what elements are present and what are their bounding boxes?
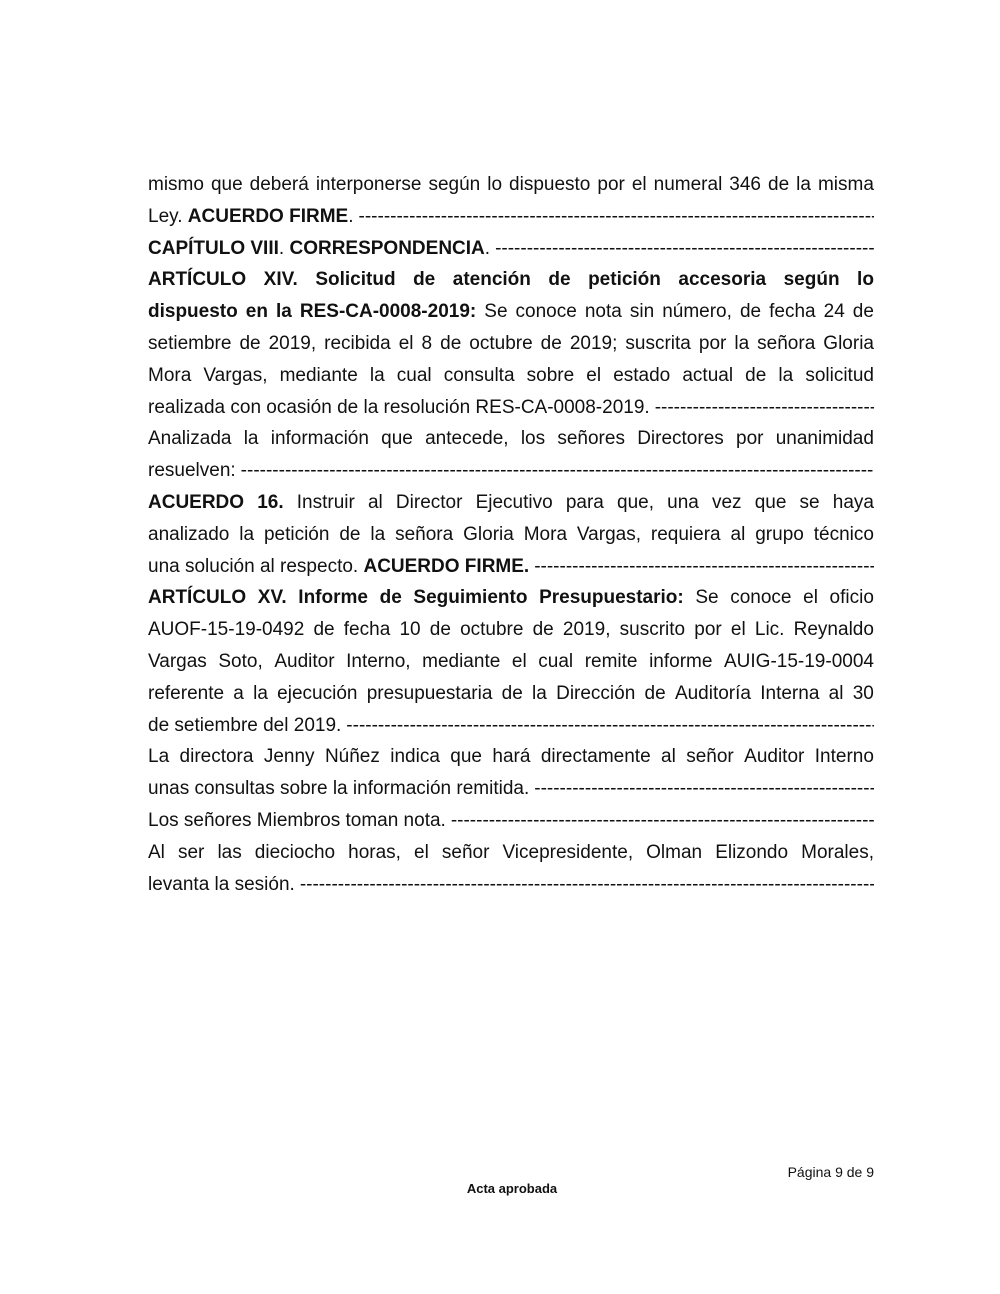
- word: consulta: [443, 364, 515, 386]
- word: AUOF-15-19-0492: [148, 619, 305, 641]
- word: Reynaldo: [793, 619, 874, 641]
- word: hará: [492, 746, 531, 768]
- word: de: [501, 682, 523, 704]
- word: estado: [613, 364, 671, 386]
- word: ARTÍCULO: [148, 269, 247, 291]
- word: la: [253, 682, 268, 704]
- word: que: [754, 491, 787, 513]
- word: la: [239, 523, 255, 545]
- word: 2019,: [268, 332, 317, 354]
- word: de: [440, 332, 462, 354]
- bold-text: ACUERDO FIRME: [187, 205, 349, 227]
- word: interponerse: [315, 174, 422, 195]
- word: se: [799, 491, 820, 513]
- word: de: [745, 364, 767, 386]
- word: mediante: [279, 364, 358, 386]
- word: misma: [817, 174, 874, 195]
- word: que: [210, 174, 243, 195]
- line-text: [148, 710, 341, 742]
- word: técnico: [813, 523, 874, 545]
- word: La: [148, 746, 170, 768]
- word: de: [239, 332, 261, 354]
- word: de: [739, 301, 762, 323]
- word: referente: [148, 682, 225, 704]
- word: remite: [584, 650, 638, 672]
- word: al: [661, 746, 676, 768]
- word: de: [339, 523, 361, 545]
- word: RES-CA-0008-2019:: [299, 301, 477, 323]
- word: Vargas: [148, 650, 207, 672]
- word: octubre: [460, 619, 524, 641]
- word: por: [698, 332, 727, 354]
- word: presupuestaria: [366, 682, 493, 704]
- word: dieciocho: [254, 841, 336, 863]
- word: la: [370, 523, 386, 545]
- word: las: [217, 841, 242, 863]
- word: nota: [584, 301, 622, 323]
- text-line: [148, 423, 874, 455]
- dash-filler: [241, 455, 874, 487]
- word: requiera: [650, 523, 721, 545]
- word: Jenny: [263, 746, 315, 768]
- word: al: [730, 523, 746, 545]
- word: conoce: [515, 301, 577, 323]
- word: los: [520, 428, 546, 450]
- word: octubre: [469, 332, 533, 354]
- word: horas,: [348, 841, 401, 863]
- word: Mora: [523, 523, 568, 545]
- text-line: [148, 614, 874, 646]
- plain-text: .: [278, 237, 290, 259]
- word: el: [631, 174, 647, 195]
- word: Vargas,: [576, 523, 641, 545]
- plain-text: Los señores Miembros toman nota.: [148, 809, 446, 831]
- dash-filler: [534, 551, 874, 583]
- dash-filler: [451, 805, 874, 837]
- plain-text: .: [484, 237, 491, 259]
- word: Solicitud: [315, 269, 396, 291]
- word: 2019;: [569, 332, 618, 354]
- plain-text: levanta la sesión.: [148, 873, 295, 895]
- word: el: [511, 650, 527, 672]
- word: Olman: [646, 841, 703, 863]
- word: señor: [441, 841, 490, 863]
- word: señor: [686, 746, 734, 768]
- word: XV.: [257, 587, 287, 609]
- text-line: [148, 487, 874, 519]
- word: Al: [148, 841, 165, 863]
- plain-text: de setiembre del 2019.: [148, 714, 342, 736]
- word: deberá: [249, 174, 309, 195]
- word: señora: [395, 523, 454, 545]
- word: de: [532, 619, 554, 641]
- word: Informe: [298, 587, 368, 609]
- line-text: [148, 773, 529, 805]
- word: directora: [179, 746, 254, 768]
- word: Seguimiento: [413, 587, 528, 609]
- word: recibida: [324, 332, 391, 354]
- word: 24: [823, 301, 845, 323]
- word: solicitud: [805, 364, 874, 386]
- word: indica: [390, 746, 440, 768]
- word: fecha: [343, 619, 391, 641]
- word: 30: [852, 682, 874, 704]
- line-text: [148, 455, 236, 487]
- word: Directores: [637, 428, 724, 450]
- word: de: [768, 174, 790, 195]
- word: de: [548, 269, 571, 291]
- text-line: [148, 710, 874, 742]
- word: lo: [487, 174, 503, 195]
- word: el: [730, 619, 746, 641]
- text-line: [148, 805, 874, 837]
- word: por: [597, 174, 625, 195]
- word: una: [667, 491, 699, 513]
- word: la: [734, 332, 750, 354]
- text-line: [148, 360, 874, 392]
- page-number: Página 9 de 9: [787, 1164, 874, 1180]
- line-text: [148, 201, 354, 233]
- dash-filler: [346, 710, 874, 742]
- word: Dirección: [556, 682, 636, 704]
- word: que: [381, 428, 413, 450]
- word: conoce: [730, 587, 792, 609]
- word: la: [778, 364, 794, 386]
- line-text: [148, 805, 446, 837]
- word: lo: [857, 269, 874, 291]
- text-line: [148, 551, 874, 583]
- word: de: [852, 301, 874, 323]
- word: Auditor: [274, 650, 335, 672]
- word: Mora: [148, 364, 192, 386]
- word: Ejecutivo: [475, 491, 553, 513]
- word: 8: [421, 332, 433, 354]
- word: 10: [399, 619, 421, 641]
- word: directamente: [540, 746, 651, 768]
- word: vez: [711, 491, 742, 513]
- word: cual: [396, 364, 432, 386]
- plain-text: resuelven:: [148, 460, 236, 482]
- text-line: [148, 264, 874, 296]
- word: Presupuestario:: [539, 587, 684, 609]
- text-line: [148, 646, 874, 678]
- word: analizado: [148, 523, 230, 545]
- word: la: [369, 364, 385, 386]
- word: ACUERDO: [148, 491, 245, 513]
- word: en: [245, 301, 268, 323]
- word: Soto,: [218, 650, 263, 672]
- plain-text: una solución al respecto.: [148, 555, 364, 577]
- word: el: [803, 587, 818, 609]
- word: Núñez: [324, 746, 380, 768]
- plain-text: unas consultas sobre la información remitida.: [148, 778, 530, 800]
- word: oficio: [829, 587, 874, 609]
- dash-filler: [300, 869, 874, 901]
- word: sin: [629, 301, 655, 323]
- word: número,: [662, 301, 732, 323]
- text-line: [148, 582, 874, 614]
- line-text: [148, 551, 529, 583]
- text-line: [148, 869, 874, 901]
- text-line: [148, 837, 874, 869]
- word: Gloria: [463, 523, 514, 545]
- word: de: [379, 587, 402, 609]
- word: petición: [263, 523, 330, 545]
- word: que: [450, 746, 482, 768]
- line-text: [148, 233, 490, 265]
- word: actual: [682, 364, 734, 386]
- word: dispuesto: [509, 174, 591, 195]
- word: señores: [557, 428, 625, 450]
- bold-text: CAPÍTULO VIII: [148, 237, 279, 259]
- word: el: [398, 332, 414, 354]
- word: Vicepresidente,: [502, 841, 634, 863]
- approval-label: Acta aprobada: [466, 1181, 558, 1196]
- word: Analizada: [148, 428, 232, 450]
- plain-text: realizada con ocasión de la resolución RES-CA-0008-2019.: [148, 396, 650, 418]
- text-line: [148, 519, 874, 551]
- dash-filler: [534, 773, 874, 805]
- word: Se: [695, 587, 719, 609]
- word: por: [736, 428, 764, 450]
- word: haya: [832, 491, 874, 513]
- word: Interna: [760, 682, 820, 704]
- word: unanimidad: [775, 428, 874, 450]
- word: Morales,: [801, 841, 874, 863]
- word: de: [644, 682, 666, 704]
- word: ser: [177, 841, 205, 863]
- word: a: [233, 682, 244, 704]
- word: información: [270, 428, 369, 450]
- word: 2019,: [562, 619, 611, 641]
- word: ejecución: [277, 682, 358, 704]
- word: Instruir: [296, 491, 355, 513]
- document-body: [148, 169, 874, 900]
- line-text: [148, 869, 295, 901]
- word: 346: [729, 174, 761, 195]
- word: sobre: [526, 364, 575, 386]
- line-text: [148, 392, 650, 424]
- word: dispuesto: [148, 301, 238, 323]
- word: fecha: [769, 301, 816, 323]
- word: por: [694, 619, 722, 641]
- plain-text: Ley.: [148, 205, 188, 227]
- word: la: [243, 428, 259, 450]
- word: Se: [484, 301, 508, 323]
- word: mediante: [422, 650, 501, 672]
- word: de: [413, 269, 436, 291]
- text-line: [148, 741, 874, 773]
- word: la: [796, 174, 811, 195]
- bold-text: CORRESPONDENCIA: [289, 237, 485, 259]
- word: Interno: [814, 746, 874, 768]
- bold-text: ACUERDO FIRME.: [363, 555, 530, 577]
- word: AUIG-15-19-0004: [724, 650, 874, 672]
- word: Interno,: [346, 650, 411, 672]
- word: 16.: [257, 491, 284, 513]
- word: Director: [395, 491, 463, 513]
- text-line: [148, 169, 874, 201]
- word: accesoria: [678, 269, 767, 291]
- word: grupo: [755, 523, 804, 545]
- word: suscrita: [625, 332, 691, 354]
- word: informe: [649, 650, 713, 672]
- text-line: [148, 678, 874, 710]
- word: atención: [452, 269, 531, 291]
- word: el: [586, 364, 602, 386]
- word: numeral: [653, 174, 723, 195]
- text-line: [148, 296, 874, 328]
- word: señora: [757, 332, 816, 354]
- text-line: [148, 773, 874, 805]
- word: Vargas,: [203, 364, 268, 386]
- word: de: [540, 332, 562, 354]
- word: al: [367, 491, 383, 513]
- word: antecede,: [425, 428, 509, 450]
- word: mismo: [148, 174, 204, 195]
- text-line: [148, 328, 874, 360]
- word: Lic.: [754, 619, 785, 641]
- text-line: [148, 233, 874, 265]
- word: Auditoría: [674, 682, 751, 704]
- text-line: [148, 201, 874, 233]
- word: la: [275, 301, 292, 323]
- dash-filler: [495, 233, 874, 265]
- word: XIV.: [263, 269, 298, 291]
- text-line: [148, 392, 874, 424]
- word: la: [532, 682, 547, 704]
- text-line: [148, 455, 874, 487]
- word: al: [828, 682, 844, 704]
- word: según: [783, 269, 840, 291]
- word: Elizondo: [715, 841, 789, 863]
- word: según: [428, 174, 481, 195]
- word: Gloria: [823, 332, 874, 354]
- word: cual: [538, 650, 574, 672]
- word: de: [313, 619, 335, 641]
- word: suscrito: [619, 619, 686, 641]
- word: ARTÍCULO: [148, 587, 247, 609]
- dash-filler: [359, 201, 874, 233]
- plain-text: .: [348, 205, 354, 227]
- word: Auditor: [744, 746, 805, 768]
- word: para: [565, 491, 604, 513]
- dash-filler: [655, 392, 874, 424]
- word: el: [414, 841, 429, 863]
- word: setiembre: [148, 332, 232, 354]
- word: de: [429, 619, 451, 641]
- word: que,: [617, 491, 654, 513]
- word: petición: [588, 269, 661, 291]
